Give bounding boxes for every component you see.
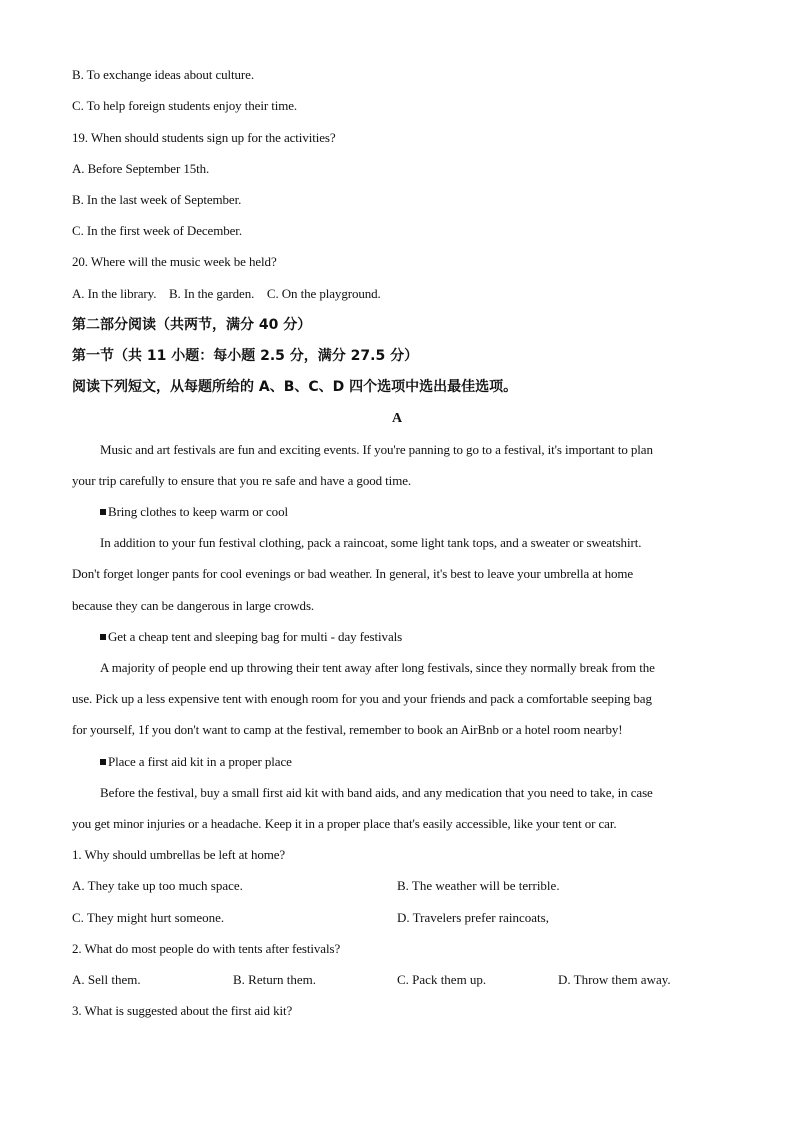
q1-option-b: B. The weather will be terrible.	[397, 878, 560, 893]
tip2-line-2: use. Pick up a less expensive tent with enough room for you and your friends and pack a comfortable seeping bag	[72, 691, 652, 706]
tip3-line-1: Before the festival, buy a small first aid kit with band aids, and any medication that you need to take, in case	[100, 785, 653, 800]
q19-option-b: B. In the last week of September.	[72, 192, 242, 207]
q20-question: 20. Where will the music week be held?	[72, 254, 277, 269]
q2-option-b: B. Return them.	[233, 972, 317, 987]
tip3-line-2: you get minor injuries or a headache. Keep it in a proper place that's easily accessible, like your tent or car.	[72, 816, 617, 831]
q18-option-c: C. To help foreign students enjoy their time.	[72, 98, 298, 113]
q1-question: 1. Why should umbrellas be left at home?	[72, 847, 286, 862]
passage-intro-line-2: your trip carefully to ensure that you re safe and have a good time.	[72, 473, 412, 488]
tip2-line-3: for yourself, 1f you don't want to camp at the festival, remember to book an AirBnb or a hotel room nearby!	[72, 722, 623, 737]
square-bullet-icon	[100, 509, 106, 515]
q20-option-c: C. On the playground.	[266, 286, 381, 301]
tip1-line-3: because they can be dangerous in large crowds.	[72, 598, 315, 613]
q18-option-b: B. To exchange ideas about culture.	[72, 67, 254, 82]
tip-heading-tent: Get a cheap tent and sleeping bag for multi - day festivals	[100, 629, 402, 645]
q3-question: 3. What is suggested about the first aid kit?	[72, 1003, 293, 1018]
square-bullet-icon	[100, 759, 106, 765]
q20-option-b: B. In the garden.	[168, 286, 255, 301]
tip-heading-clothes: Bring clothes to keep warm or cool	[100, 504, 288, 520]
tip1-line-1: In addition to your fun festival clothing, pack a raincoat, some light tank tops, and a sweater or sweatshirt.	[100, 535, 642, 550]
passage-letter: A	[391, 411, 403, 426]
tip2-line-1: A majority of people end up throwing their tent away after long festivals, since they normally break from the	[100, 660, 655, 675]
square-bullet-icon	[100, 634, 106, 640]
section-one-heading: 第一节（共 11 小题：每小题 2.5 分，满分 27.5 分）	[72, 348, 419, 364]
q19-option-c: C. In the first week of December.	[72, 223, 242, 238]
q20-option-a: A. In the library.	[72, 286, 157, 301]
q1-option-c: C. They might hurt someone.	[72, 910, 225, 925]
q19-option-a: A. Before September 15th.	[72, 161, 210, 176]
q1-option-d: D. Travelers prefer raincoats,	[397, 910, 549, 925]
q2-option-c: C. Pack them up.	[397, 972, 487, 987]
tip-heading-first-aid: Place a first aid kit in a proper place	[100, 754, 292, 770]
q2-question: 2. What do most people do with tents after festivals?	[72, 941, 341, 956]
q2-option-a: A. Sell them.	[72, 972, 141, 987]
q1-option-a: A. They take up too much space.	[72, 878, 243, 893]
q2-option-d: D. Throw them away.	[558, 972, 671, 987]
passage-intro-line-1: Music and art festivals are fun and exciting events. If you're panning to go to a festival, it's important to plan	[100, 442, 653, 457]
part-two-heading: 第二部分阅读（共两节，满分 40 分）	[72, 317, 312, 333]
reading-instruction: 阅读下列短文，从每题所给的 A、B、C、D 四个选项中选出最佳选项。	[72, 379, 518, 395]
q19-question: 19. When should students sign up for the activities?	[72, 130, 336, 145]
q20-options	[72, 286, 381, 302]
tip1-line-2: Don't forget longer pants for cool evenings or bad weather. In general, it's best to leave your umbrella at home	[72, 566, 634, 581]
